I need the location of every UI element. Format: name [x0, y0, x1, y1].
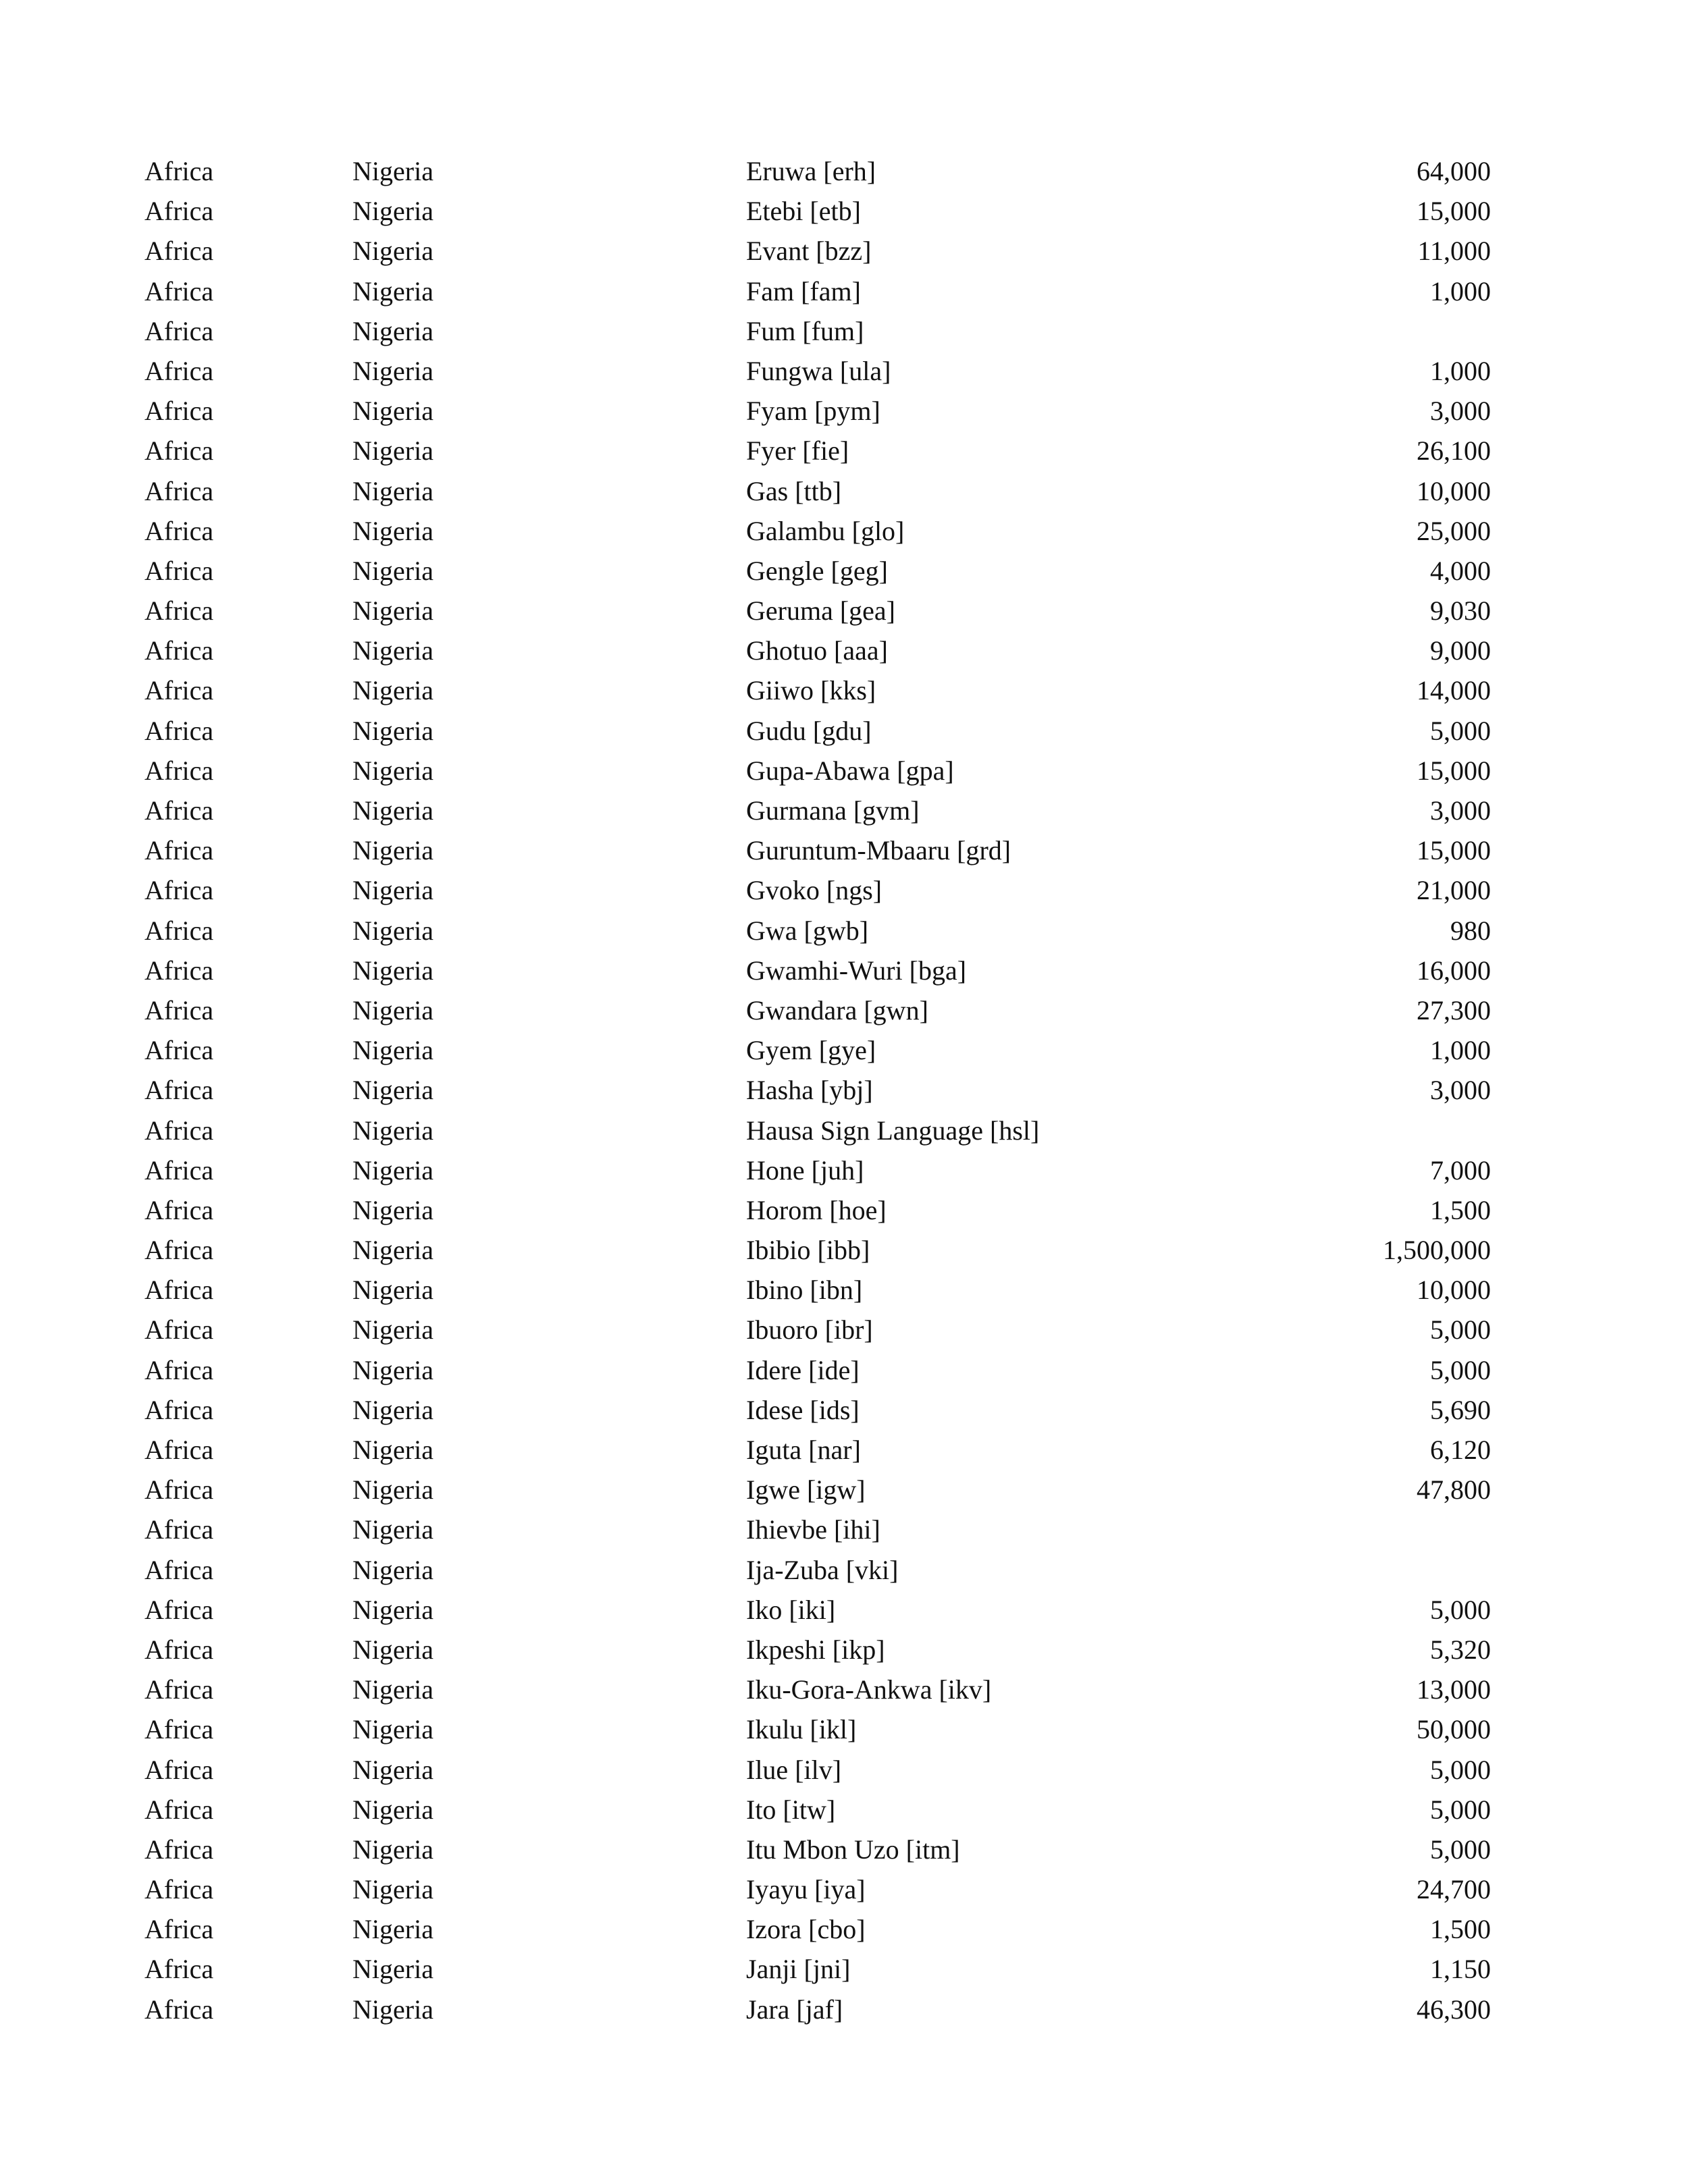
region-cell: Africa: [144, 1674, 214, 1705]
table-row: [0, 1150, 1688, 1190]
country-cell: Nigeria: [352, 1035, 433, 1066]
table-row: [0, 591, 1688, 631]
region-cell: Africa: [144, 1834, 214, 1865]
table-row: [0, 870, 1688, 910]
population-cell: 4,000: [1430, 555, 1491, 586]
country-cell: Nigeria: [352, 1754, 433, 1785]
table-row: [0, 711, 1688, 751]
language-cell: Fungwa [ula]: [746, 355, 891, 386]
region-cell: Africa: [144, 795, 214, 826]
country-cell: Nigeria: [352, 275, 433, 307]
population-cell: 5,000: [1430, 1754, 1491, 1785]
country-cell: Nigeria: [352, 635, 433, 666]
country-cell: Nigeria: [352, 994, 433, 1026]
population-cell: 5,320: [1430, 1634, 1491, 1665]
population-cell: 5,000: [1430, 1354, 1491, 1385]
table-row: [0, 951, 1688, 990]
population-cell: 16,000: [1417, 955, 1491, 986]
country-cell: Nigeria: [352, 435, 433, 467]
table-row: [0, 1111, 1688, 1150]
language-cell: Fam [fam]: [746, 275, 861, 307]
language-cell: Itu Mbon Uzo [itm]: [746, 1834, 960, 1865]
region-cell: Africa: [144, 755, 214, 786]
language-cell: Gudu [gdu]: [746, 715, 872, 746]
language-cell: Giiwo [kks]: [746, 675, 876, 706]
region-cell: Africa: [144, 994, 214, 1026]
table-row: [0, 1030, 1688, 1070]
language-cell: Gyem [gye]: [746, 1035, 876, 1066]
region-cell: Africa: [144, 715, 214, 746]
language-cell: Evant [bzz]: [746, 236, 872, 267]
table-row: [0, 271, 1688, 311]
region-cell: Africa: [144, 1874, 214, 1905]
country-cell: Nigeria: [352, 1354, 433, 1385]
language-cell: Ibibio [ibb]: [746, 1235, 870, 1266]
language-cell: Gurmana [gvm]: [746, 795, 920, 826]
language-cell: Guruntum-Mbaaru [grd]: [746, 835, 1011, 866]
country-cell: Nigeria: [352, 1275, 433, 1306]
table-row: [0, 431, 1688, 471]
region-cell: Africa: [144, 555, 214, 586]
language-cell: Idese [ids]: [746, 1394, 860, 1425]
region-cell: Africa: [144, 1035, 214, 1066]
country-cell: Nigeria: [352, 755, 433, 786]
population-cell: 1,500: [1430, 1914, 1491, 1945]
table-row: [0, 551, 1688, 591]
table-row: [0, 1470, 1688, 1510]
language-cell: Geruma [gea]: [746, 595, 895, 627]
country-cell: Nigeria: [352, 475, 433, 506]
population-cell: 3,000: [1430, 795, 1491, 826]
language-cell: Gwamhi-Wuri [bga]: [746, 955, 967, 986]
table-row: [0, 670, 1688, 710]
region-cell: Africa: [144, 355, 214, 386]
country-cell: Nigeria: [352, 1914, 433, 1945]
table-row: [0, 231, 1688, 271]
language-cell: Iyayu [iya]: [746, 1874, 866, 1905]
table-row: [0, 1909, 1688, 1949]
table-row: [0, 471, 1688, 511]
population-cell: 9,000: [1430, 635, 1491, 666]
region-cell: Africa: [144, 1514, 214, 1545]
population-cell: 21,000: [1417, 875, 1491, 906]
population-cell: 27,300: [1417, 994, 1491, 1026]
region-cell: Africa: [144, 1994, 214, 2025]
country-cell: Nigeria: [352, 1954, 433, 1985]
population-cell: 5,000: [1430, 715, 1491, 746]
table-row: [0, 1390, 1688, 1430]
population-cell: 5,690: [1430, 1394, 1491, 1425]
population-cell: 46,300: [1417, 1994, 1491, 2025]
region-cell: Africa: [144, 1235, 214, 1266]
region-cell: Africa: [144, 275, 214, 307]
country-cell: Nigeria: [352, 396, 433, 427]
table-row: [0, 1070, 1688, 1110]
language-cell: Hausa Sign Language [hsl]: [746, 1115, 1040, 1146]
population-cell: 15,000: [1417, 835, 1491, 866]
country-cell: Nigeria: [352, 1994, 433, 2025]
table-row: [0, 311, 1688, 351]
language-cell: Iku-Gora-Ankwa [ikv]: [746, 1674, 992, 1705]
language-cell: Gwa [gwb]: [746, 915, 869, 946]
table-row: [0, 1270, 1688, 1310]
country-cell: Nigeria: [352, 1674, 433, 1705]
language-cell: Iguta [nar]: [746, 1435, 861, 1465]
region-cell: Africa: [144, 835, 214, 866]
language-cell: Ghotuo [aaa]: [746, 635, 888, 666]
language-cell: Ibino [ibn]: [746, 1275, 863, 1306]
language-cell: Ikulu [ikl]: [746, 1714, 857, 1745]
language-cell: Horom [hoe]: [746, 1194, 887, 1225]
country-cell: Nigeria: [352, 555, 433, 586]
language-cell: Gengle [geg]: [746, 555, 888, 586]
country-cell: Nigeria: [352, 355, 433, 386]
table-row: [0, 1510, 1688, 1549]
language-cell: Galambu [glo]: [746, 515, 905, 546]
region-cell: Africa: [144, 1075, 214, 1106]
country-cell: Nigeria: [352, 1194, 433, 1225]
country-cell: Nigeria: [352, 675, 433, 706]
country-cell: Nigeria: [352, 1874, 433, 1905]
language-cell: Gwandara [gwn]: [746, 994, 928, 1026]
language-cell: Fyer [fie]: [746, 435, 849, 467]
region-cell: Africa: [144, 1194, 214, 1225]
country-cell: Nigeria: [352, 1554, 433, 1585]
table-row: [0, 1790, 1688, 1830]
language-cell: Ihievbe [ihi]: [746, 1514, 880, 1545]
country-cell: Nigeria: [352, 1794, 433, 1825]
country-cell: Nigeria: [352, 955, 433, 986]
language-cell: Idere [ide]: [746, 1354, 860, 1385]
table-row: [0, 1990, 1688, 2029]
country-cell: Nigeria: [352, 156, 433, 186]
language-table: [0, 151, 1688, 2029]
table-row: [0, 830, 1688, 870]
language-cell: Ito [itw]: [746, 1794, 836, 1825]
region-cell: Africa: [144, 1115, 214, 1146]
region-cell: Africa: [144, 635, 214, 666]
country-cell: Nigeria: [352, 835, 433, 866]
population-cell: 1,000: [1430, 355, 1491, 386]
language-cell: Ija-Zuba [vki]: [746, 1554, 899, 1585]
table-row: [0, 191, 1688, 231]
region-cell: Africa: [144, 1634, 214, 1665]
language-cell: Fyam [pym]: [746, 396, 880, 427]
region-cell: Africa: [144, 955, 214, 986]
table-row: [0, 1670, 1688, 1709]
population-cell: 50,000: [1417, 1714, 1491, 1745]
region-cell: Africa: [144, 196, 214, 227]
region-cell: Africa: [144, 1554, 214, 1585]
population-cell: 7,000: [1430, 1154, 1491, 1186]
table-row: [0, 1190, 1688, 1230]
region-cell: Africa: [144, 435, 214, 467]
country-cell: Nigeria: [352, 1115, 433, 1146]
country-cell: Nigeria: [352, 715, 433, 746]
country-cell: Nigeria: [352, 1634, 433, 1665]
table-row: [0, 1430, 1688, 1470]
country-cell: Nigeria: [352, 196, 433, 227]
country-cell: Nigeria: [352, 1514, 433, 1545]
language-cell: Hasha [ybj]: [746, 1075, 873, 1106]
language-cell: Igwe [igw]: [746, 1474, 866, 1506]
region-cell: Africa: [144, 1435, 214, 1465]
country-cell: Nigeria: [352, 875, 433, 906]
language-cell: Gupa-Abawa [gpa]: [746, 755, 954, 786]
region-cell: Africa: [144, 396, 214, 427]
region-cell: Africa: [144, 1714, 214, 1745]
language-cell: Gas [ttb]: [746, 475, 842, 506]
table-row: [0, 1310, 1688, 1350]
region-cell: Africa: [144, 475, 214, 506]
region-cell: Africa: [144, 1314, 214, 1346]
region-cell: Africa: [144, 1954, 214, 1985]
population-cell: 3,000: [1430, 396, 1491, 427]
table-row: [0, 1750, 1688, 1790]
region-cell: Africa: [144, 1914, 214, 1945]
population-cell: 10,000: [1417, 1275, 1491, 1306]
table-row: [0, 1590, 1688, 1630]
table-row: [0, 1830, 1688, 1869]
region-cell: Africa: [144, 1275, 214, 1306]
population-cell: 15,000: [1417, 755, 1491, 786]
language-cell: Etebi [etb]: [746, 196, 861, 227]
table-row: [0, 391, 1688, 431]
country-cell: Nigeria: [352, 1474, 433, 1506]
population-cell: 64,000: [1417, 156, 1491, 186]
country-cell: Nigeria: [352, 1075, 433, 1106]
country-cell: Nigeria: [352, 595, 433, 627]
region-cell: Africa: [144, 236, 214, 267]
table-row: [0, 1350, 1688, 1390]
region-cell: Africa: [144, 595, 214, 627]
region-cell: Africa: [144, 1394, 214, 1425]
country-cell: Nigeria: [352, 1235, 433, 1266]
population-cell: 1,000: [1430, 275, 1491, 307]
table-row: [0, 1630, 1688, 1670]
table-row: [0, 151, 1688, 191]
language-cell: Ikpeshi [ikp]: [746, 1634, 885, 1665]
population-cell: 9,030: [1430, 595, 1491, 627]
country-cell: Nigeria: [352, 1314, 433, 1346]
population-cell: 14,000: [1417, 675, 1491, 706]
country-cell: Nigeria: [352, 1394, 433, 1425]
region-cell: Africa: [144, 315, 214, 346]
region-cell: Africa: [144, 1794, 214, 1825]
language-cell: Iko [iki]: [746, 1594, 836, 1625]
population-cell: 10,000: [1417, 475, 1491, 506]
country-cell: Nigeria: [352, 1594, 433, 1625]
region-cell: Africa: [144, 1594, 214, 1625]
language-cell: Ilue [ilv]: [746, 1754, 842, 1785]
population-cell: 1,500,000: [1383, 1235, 1491, 1266]
population-cell: 6,120: [1430, 1435, 1491, 1465]
population-cell: 5,000: [1430, 1834, 1491, 1865]
population-cell: 1,500: [1430, 1194, 1491, 1225]
population-cell: 1,150: [1430, 1954, 1491, 1985]
language-cell: Janji [jni]: [746, 1954, 851, 1985]
region-cell: Africa: [144, 675, 214, 706]
population-cell: 5,000: [1430, 1314, 1491, 1346]
country-cell: Nigeria: [352, 515, 433, 546]
population-cell: 13,000: [1417, 1674, 1491, 1705]
country-cell: Nigeria: [352, 1435, 433, 1465]
region-cell: Africa: [144, 875, 214, 906]
population-cell: 47,800: [1417, 1474, 1491, 1506]
region-cell: Africa: [144, 156, 214, 186]
table-row: [0, 1949, 1688, 1989]
population-cell: 5,000: [1430, 1594, 1491, 1625]
population-cell: 24,700: [1417, 1874, 1491, 1905]
language-cell: Gvoko [ngs]: [746, 875, 882, 906]
country-cell: Nigeria: [352, 1154, 433, 1186]
language-cell: Jara [jaf]: [746, 1994, 843, 2025]
table-row: [0, 751, 1688, 791]
language-cell: Ibuoro [ibr]: [746, 1314, 873, 1346]
country-cell: Nigeria: [352, 1714, 433, 1745]
population-cell: 980: [1450, 915, 1491, 946]
table-row: [0, 511, 1688, 551]
table-row: [0, 1550, 1688, 1590]
table-row: [0, 351, 1688, 391]
country-cell: Nigeria: [352, 915, 433, 946]
table-row: [0, 990, 1688, 1030]
country-cell: Nigeria: [352, 236, 433, 267]
table-row: [0, 1869, 1688, 1909]
language-cell: Izora [cbo]: [746, 1914, 866, 1945]
region-cell: Africa: [144, 1354, 214, 1385]
population-cell: 5,000: [1430, 1794, 1491, 1825]
region-cell: Africa: [144, 1754, 214, 1785]
language-cell: Fum [fum]: [746, 315, 864, 346]
population-cell: 15,000: [1417, 196, 1491, 227]
table-row: [0, 1709, 1688, 1749]
region-cell: Africa: [144, 1474, 214, 1506]
country-cell: Nigeria: [352, 1834, 433, 1865]
country-cell: Nigeria: [352, 795, 433, 826]
country-cell: Nigeria: [352, 315, 433, 346]
language-cell: Hone [juh]: [746, 1154, 864, 1186]
population-cell: 11,000: [1417, 236, 1491, 267]
region-cell: Africa: [144, 1154, 214, 1186]
region-cell: Africa: [144, 915, 214, 946]
table-row: [0, 791, 1688, 830]
population-cell: 25,000: [1417, 515, 1491, 546]
table-row: [0, 631, 1688, 670]
table-row: [0, 911, 1688, 951]
language-cell: Eruwa [erh]: [746, 156, 876, 186]
population-cell: 26,100: [1417, 435, 1491, 467]
table-row: [0, 1230, 1688, 1270]
population-cell: 1,000: [1430, 1035, 1491, 1066]
population-cell: 3,000: [1430, 1075, 1491, 1106]
region-cell: Africa: [144, 515, 214, 546]
